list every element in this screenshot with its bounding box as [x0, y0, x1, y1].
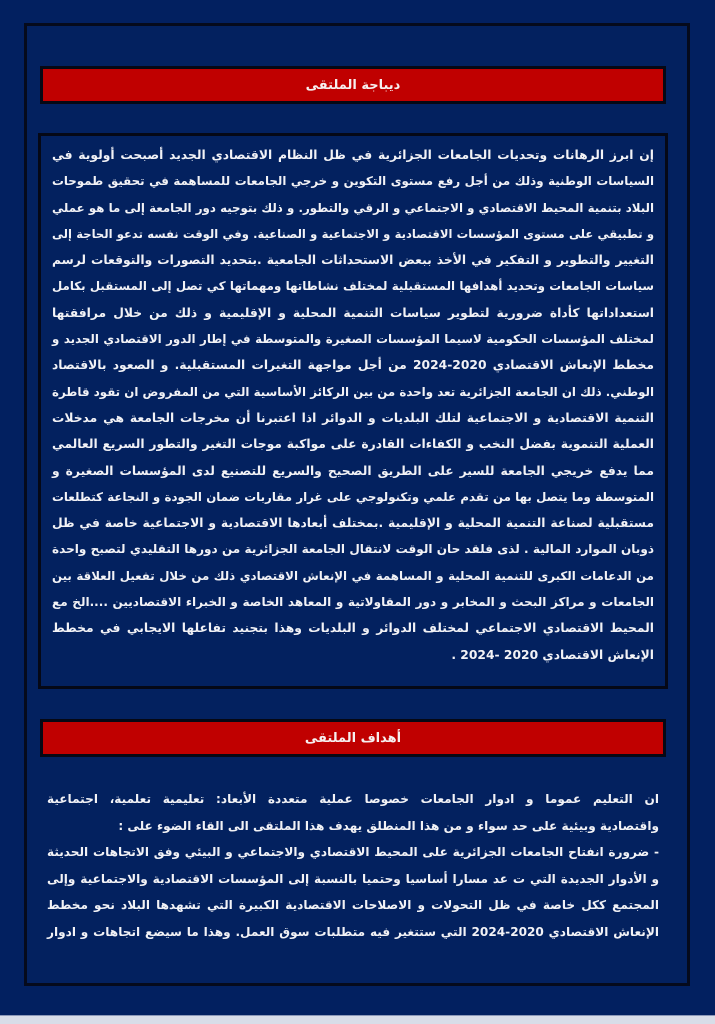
objectives-text: [47, 786, 659, 946]
preamble-line: إن ابرز الرهانات وتحديات الجامعات الجزائرية في ظل النظام الاقتصادي الجديد أصبحت أولوية في: [52, 148, 654, 162]
preamble-line: مخطط الإنعاش الاقتصادي 2020-2024 من أجل مواجهة التغيرات المستقبلية. و الصعود بالاقتصاد: [52, 358, 654, 373]
preamble-line: ذوبان الموارد المالية . لذى فلقد حان الوقت لانتقال الجامعة الجزائرية من دورها التقليدي لتصبح واحدة: [52, 542, 654, 557]
objectives-line: - ضرورة انفتاح الجامعات الجزائرية على المحيط الاقتصادي والاجتماعي و البيئي وفق الاتجاهات الحديثة: [47, 845, 659, 860]
preamble-line: من الدعامات الكبرى للتنمية المحلية و المساهمة في الإنعاش الاقتصادي ذلك من خلال تفعيل العلاقة بين: [52, 568, 654, 583]
objectives-line: الإنعاش الاقتصادي 2020-2024 التي ستتغير فيه متطلبات سوق العمل. وهذا ما سيضع اتجاهات و ادوار: [47, 924, 659, 939]
objectives-title: أهداف الملتقى: [304, 730, 402, 746]
objectives-header: [40, 719, 666, 757]
preamble-line: الوطني. ذلك ان الجامعة الجزائرية تعد واحدة من بين الركائز الأساسية التي من المفروض ان تقود قاطرة: [52, 384, 654, 399]
preamble-line: المحيط الاقتصادي الاجتماعي لمختلف الدوائر و البلديات وهذا بتجنيد تفاعلها الايجابي في مخطط: [52, 621, 654, 636]
objectives-line: و الأدوار الجديدة التي ت عد مسارا أساسيا وحتميا بالنسبة إلى المؤسسات الاقتصادية والاجتماعية وإلى: [47, 871, 659, 886]
preamble-line: الجامعات و مراكز البحث و المخابر و دور المقاولاتية و المعاهد الخاصة و الخبراء الاقتصاديين ....الخ مع: [52, 595, 654, 610]
preamble-text-box: [38, 133, 668, 689]
preamble-line: مما يدفع خريجي الجامعة للسير على الطريق الصحيح والسريع للتصنيع لدى المؤسسات الصغيرة و: [52, 463, 654, 478]
preamble-line: المتوسطة وما يتصل بها من تقدم علمي وتكنولوجي على غرار مقاربات ضمان الجودة و النجاعة كتطلعات: [52, 489, 654, 504]
preamble-line: الإنعاش الاقتصادي 2020 -2024 .: [451, 647, 654, 662]
page-frame: [24, 23, 690, 986]
preamble-paragraph: [52, 142, 654, 668]
preamble-title: ديباجة الملتقى: [305, 77, 401, 93]
preamble-line: العملية التنموية بفضل النخب و الكفاءات القادرة على مواكبة موجات التغير والتطور السريع العالمي: [52, 437, 654, 452]
objectives-line: واقتصادية وبيئية على حد سواء و من هذا المنطلق يهدف هذا الملتقى الى القاء الضوء على :: [118, 818, 659, 833]
preamble-line: السياسات الوطنية وذلك من أجل رفع مستوى التكوين و خرجي الجامعات للمساهمة في تحقيق طموحات: [52, 174, 654, 189]
objectives-line: ان التعليم عموما و ادوار الجامعات خصوصا عملية متعددة الأبعاد: تعليمية تعلمية، اجتماعية: [47, 792, 659, 806]
preamble-line: مستقبلية لصناعة التنمية المحلية و الإقليمية .بمختلف أبعادها الاقتصادية و الاجتماعية خاصة في ظل: [52, 516, 654, 531]
objectives-line: المجتمع ككل خاصة في ظل التحولات و الاصلاحات الاقتصادية الكبيرة التي تشهدها البلاد نحو مخطط: [47, 898, 659, 913]
page-bottom-edge: [0, 1015, 715, 1024]
preamble-line: و تطبيقي على مستوى المؤسسات الاقتصادية و الاجتماعية و الصناعية. وفي الوقت نفسه تدعو الحاجة إلى: [52, 226, 654, 241]
preamble-line: التنمية الاقتصادية و الاجتماعية لتلك البلديات و الدوائر اذا اعتبرنا أن مخرجات الجامعة هي مدخلات: [52, 410, 654, 425]
preamble-line: سياسات الجامعات وتحديد أهدافها المستقبلية لمختلف نشاطاتها ومهماتها كي تصل إلى المستقبل بكامل: [52, 279, 654, 294]
preamble-header: [40, 66, 666, 104]
preamble-line: البلاد بتنمية المحيط الاقتصادي و الاجتماعي و الرقي والتطور. و ذلك بتوجيه دور الجامعة إلى ما هو عملي: [52, 200, 654, 215]
objectives-paragraph: [47, 786, 659, 946]
preamble-line: استعداداتها كأداة ضرورية لتطوير سياسات التنمية المحلية و الإقليمية و ذلك من خلال مرافقتها: [52, 305, 654, 320]
preamble-line: لمختلف المؤسسات الحكومية لاسيما المؤسسات الصغيرة والمتوسطة في إطار الدور الاقتصادي الجديد و: [52, 332, 654, 347]
preamble-line: التغيير والتطوير و التفكير في الأخذ ببعض الاستحداثات الجامعية .بتحديد التصورات والتوقعات لرسم: [52, 253, 654, 268]
